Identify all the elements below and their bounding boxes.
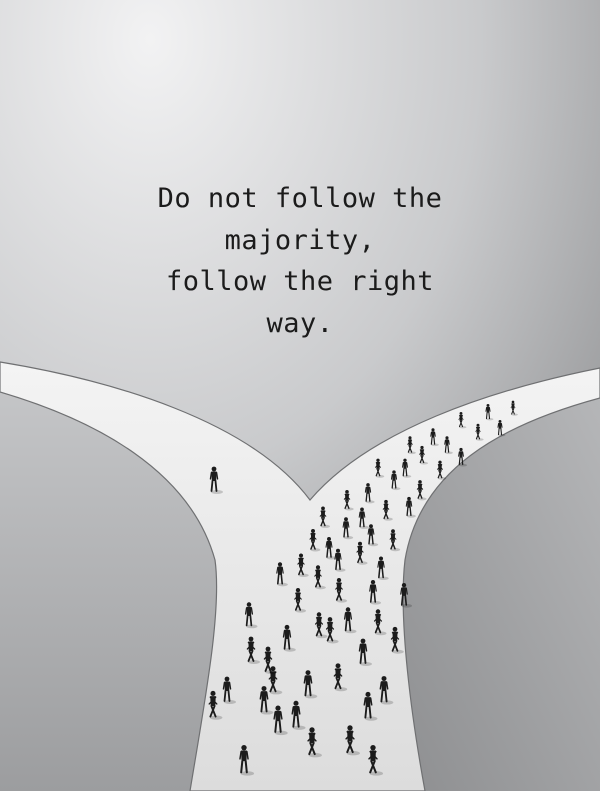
quote-line-2: majority, bbox=[224, 224, 376, 256]
quote-line-3: follow the right bbox=[165, 266, 435, 297]
quote-line-4: way. bbox=[266, 307, 334, 339]
quote-line-1: Do not follow the bbox=[157, 183, 443, 214]
quote-text bbox=[0, 178, 600, 344]
